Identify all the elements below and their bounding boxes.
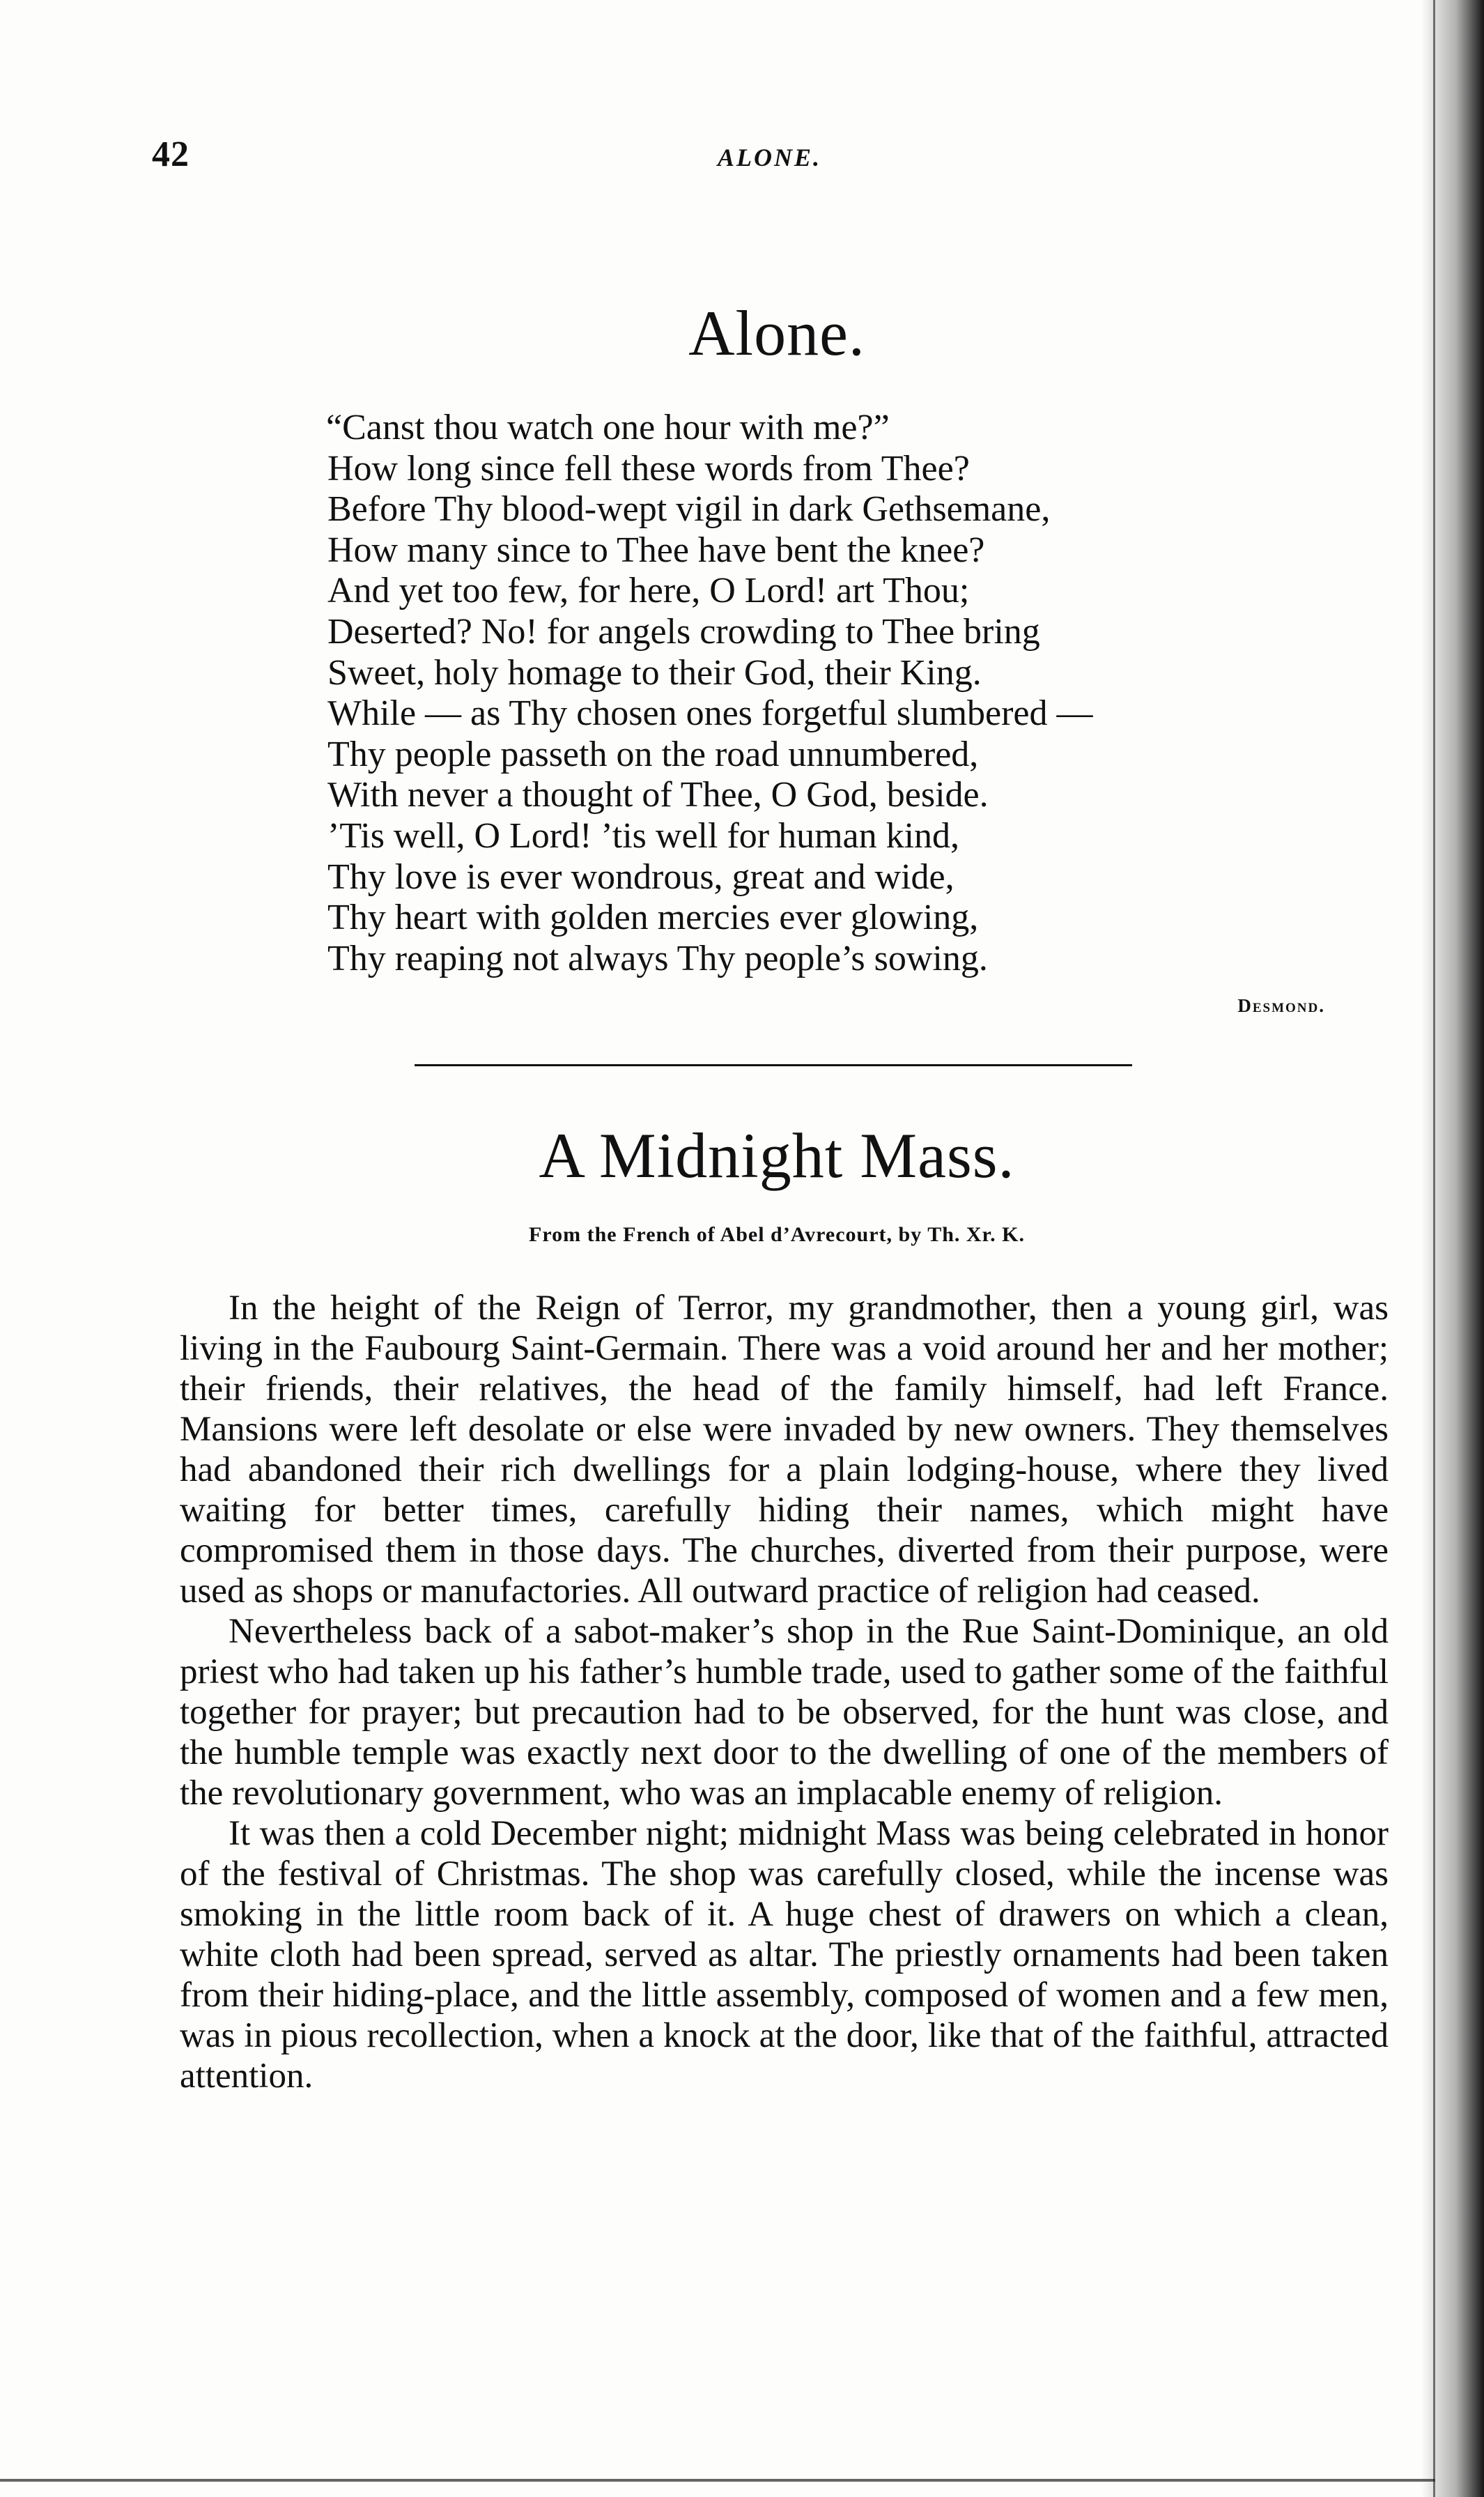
page-edge-shadow [1421,0,1484,2497]
poem-line: “Canst thou watch one hour with me?” [326,408,890,447]
poem-author: Desmond. [1237,995,1325,1016]
poem-line: How long since fell these words from Thee? [327,448,970,489]
poem-line: Before Thy blood-wept vigil in dark Gethsemane, [327,489,1051,530]
section-divider [415,1064,1132,1066]
poem-line: Thy reaping not always Thy people’s sowing. [327,938,988,978]
poem-line: ’Tis well, O Lord! ’tis well for human kind, [327,815,960,856]
article-title: A Midnight Mass. [539,1120,1015,1191]
page-number: 42 [152,135,190,174]
poem-body [327,408,1373,979]
poem-line: With never a thought of Thee, O God, beside. [327,775,989,815]
poem-title: Alone. [688,298,865,369]
poem-line: Deserted? No! for angels crowding to Thee bring [327,611,1040,652]
page-edge-line [1433,0,1435,2497]
poem-line: And yet too few, for here, O Lord! art Thou; [327,571,970,611]
paragraph: In the height of the Reign of Terror, my grandmother, then a young girl, was living in the Faubourg Saint-Germain. There was a void around her and her mother; their friends, their relatives, the head of the family himself, had left France. Mansions were left desolate or else were invaded by new owners. They themselves had abandoned their rich dwellings for a plain lodging-house, where they lived waiting for better times, carefully hiding their names, which might have compromised them in those days. The churches, diverted from their purpose, were used as shops or manufactories. All outward practice of religion had ceased. [180,1289,1389,1611]
poem-line: Thy heart with golden mercies ever glowing, [327,898,979,938]
article-byline: From the French of Abel d’Avrecourt, by Th. Xr. K. [529,1223,1025,1246]
poem-line: Sweet, holy homage to their God, their King. [327,652,982,693]
article-body [180,1288,1389,2096]
poem-line: While — as Thy chosen ones forgetful slumbered — [327,693,1093,734]
poem-line: Thy love is ever wondrous, great and wide, [327,856,954,897]
poem-line: How many since to Thee have bent the knee? [327,530,985,570]
running-title: ALONE. [718,144,822,171]
paragraph: It was then a cold December night; midnight Mass was being celebrated in honor of the festival of Christmas. The shop was carefully closed, while the incense was smoking in the little room back of it. A huge chest of drawers on which a clean, white cloth had been spread, served as altar. The priestly ornaments had been taken from their hiding-place, and the little assembly, composed of women and a few men, was in pious recollection, when a knock at the door, like that of the faithful, attracted attention. [180,1814,1389,2096]
paragraph: Nevertheless back of a sabot-maker’s shop in the Rue Saint-Dominique, an old priest who had taken up his father’s humble trade, used to gather some of the faithful together for prayer; but precaution had to be observed, for the hunt was close, and the humble temple was exactly next door to the dwelling of one of the members of the revolutionary government, who was an implacable enemy of religion. [180,1612,1389,1813]
poem-line: Thy people passeth on the road unnumbered, [327,734,979,774]
page-bottom-edge [0,2479,1435,2482]
